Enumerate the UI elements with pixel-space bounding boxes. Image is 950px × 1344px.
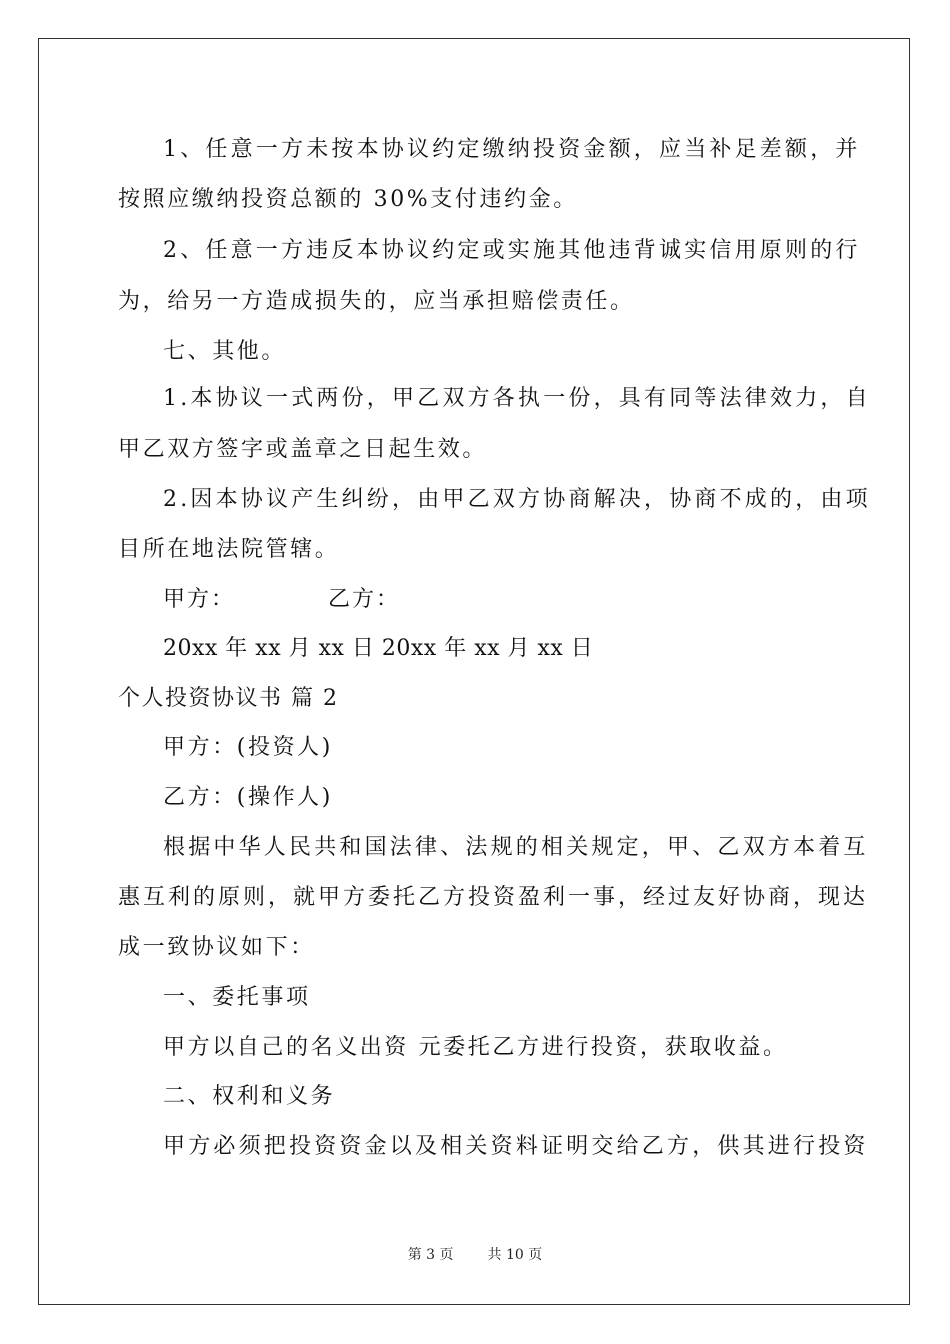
clause-line: 为，给另一方造成损失的，应当承担赔偿责任。 (118, 289, 635, 314)
document-section-title: 个人投资协议书 篇 2 (118, 686, 339, 711)
paragraph-line: 甲方以自己的名义出资 元委托乙方进行投资，获取收益。 (163, 1035, 788, 1060)
clause-line: 甲乙双方签字或盖章之日起生效。 (118, 437, 488, 462)
page-number: 第 3 页 (407, 1247, 454, 1263)
party-b-signature-label: 乙方： (328, 587, 401, 612)
date-line: 20xx 年 xx 月 xx 日 20xx 年 xx 月 xx 日 (163, 636, 594, 661)
clause-line: 1、任意一方未按本协议约定缴纳投资金额，应当补足差额，并 (163, 137, 861, 162)
section-heading: 七、其他。 (163, 339, 287, 364)
party-a-line: 甲方：(投资人) (163, 735, 333, 760)
section-heading: 二、权利和义务 (163, 1084, 336, 1109)
paragraph-line: 甲方必须把投资资金以及相关资料证明交给乙方，供其进行投资 (163, 1134, 869, 1159)
clause-line: 目所在地法院管辖。 (118, 537, 340, 562)
page-footer (0, 1245, 950, 1265)
paragraph-line: 惠互利的原则，就甲方委托乙方投资盈利一事，经过友好协商，现达 (118, 885, 869, 910)
page-total: 共 10 页 (487, 1247, 543, 1263)
clause-line: 2、任意一方违反本协议约定或实施其他违背诚实信用原则的行 (163, 238, 861, 263)
page-border (38, 38, 910, 1305)
section-heading: 一、委托事项 (163, 985, 311, 1010)
party-a-signature-label: 甲方： (163, 587, 236, 612)
clause-line: 1.本协议一式两份，甲乙双方各执一份，具有同等法律效力，自 (163, 386, 871, 411)
clause-line: 2.因本协议产生纠纷，由甲乙双方协商解决，协商不成的，由项 (163, 487, 871, 512)
paragraph-line: 根据中华人民共和国法律、法规的相关规定，甲、乙双方本着互 (163, 835, 869, 860)
party-b-line: 乙方：(操作人) (163, 785, 333, 810)
clause-line: 按照应缴纳投资总额的 30%支付违约金。 (118, 187, 578, 212)
paragraph-line: 成一致协议如下： (118, 935, 315, 960)
